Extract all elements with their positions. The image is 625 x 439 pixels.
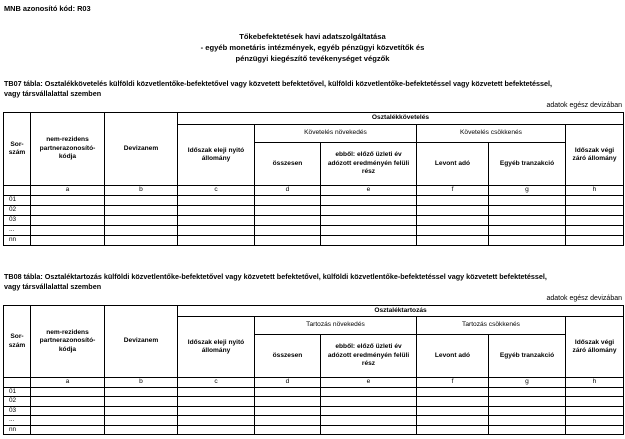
letter-cell: b [105,186,178,196]
data-cell[interactable] [178,235,255,245]
data-cell[interactable] [566,425,624,435]
col-serial: Sor-szám [4,306,31,378]
data-cell[interactable] [566,235,624,245]
col-partner: nem-rezidens partnerazonosító-kódja [31,306,105,378]
report-title-line: Tőkebefektetések havi adatszolgáltatása [239,32,386,41]
data-cell[interactable] [489,406,566,416]
col-dec-other: Egyéb tranzakció [489,143,566,186]
row-number: 03 [4,216,31,226]
data-cell[interactable] [31,425,105,435]
data-cell[interactable] [417,406,489,416]
data-cell[interactable] [178,196,255,206]
col-inc-prior: ebből: előző üzleti év adózott eredményén felüli rész [321,335,417,378]
row-number: ... [4,226,31,236]
row-number: 01 [4,196,31,206]
letter-cell: e [321,186,417,196]
data-cell[interactable] [105,226,178,236]
table-row [4,387,624,397]
data-cell[interactable] [178,416,255,426]
data-cell[interactable] [489,235,566,245]
col-opening: Időszak eleji nyitó állomány [178,125,255,186]
col-inc-prior: ebből: előző üzleti év adózott eredményén felüli rész [321,143,417,186]
data-cell[interactable] [178,206,255,216]
data-cell[interactable] [321,196,417,206]
data-cell[interactable] [31,416,105,426]
row-number: 02 [4,397,31,407]
col-dec-tax: Levont adó [417,143,489,186]
data-cell[interactable] [417,235,489,245]
data-cell[interactable] [178,425,255,435]
data-cell[interactable] [321,406,417,416]
data-cell[interactable] [321,235,417,245]
table-row [4,196,624,206]
data-cell[interactable] [31,406,105,416]
data-cell[interactable] [255,416,321,426]
col-dec-tax: Levont adó [417,335,489,378]
data-cell[interactable] [105,196,178,206]
letter-cell: b [105,378,178,388]
data-cell[interactable] [566,397,624,407]
table-title-line: vagy társvállalattal szemben [4,89,102,98]
data-cell[interactable] [321,416,417,426]
data-cell[interactable] [417,397,489,407]
group-header: Osztaléktartozás [178,306,624,317]
letter-cell: f [417,378,489,388]
letter-cell [4,378,31,388]
data-cell[interactable] [489,416,566,426]
data-cell[interactable] [31,216,105,226]
data-cell[interactable] [105,406,178,416]
data-cell[interactable] [255,425,321,435]
mnb-code: MNB azonosító kód: R03 [4,4,91,13]
col-serial: Sor-szám [4,113,31,186]
data-cell[interactable] [255,226,321,236]
data-cell[interactable] [417,196,489,206]
letter-cell: h [566,186,624,196]
letter-cell [4,186,31,196]
letter-cell: c [178,186,255,196]
data-cell[interactable] [489,387,566,397]
data-cell[interactable] [417,387,489,397]
data-cell[interactable] [566,216,624,226]
data-cell[interactable] [255,406,321,416]
data-cell[interactable] [255,216,321,226]
data-cell[interactable] [105,425,178,435]
col-opening: Időszak eleji nyitó állomány [178,317,255,378]
table-title-line: vagy társvállalattal szemben [4,282,102,291]
col-inc-total: összesen [255,143,321,186]
table-row [4,425,624,435]
report-title [0,31,625,64]
data-cell[interactable] [31,206,105,216]
col-dec-other: Egyéb tranzakció [489,335,566,378]
data-cell[interactable] [105,235,178,245]
row-number: ... [4,416,31,426]
data-cell[interactable] [417,206,489,216]
data-cell[interactable] [31,226,105,236]
col-closing: Időszak végi záró állomány [566,317,624,378]
data-cell[interactable] [31,397,105,407]
col-currency: Devizanem [105,113,178,186]
data-cell[interactable] [417,416,489,426]
letter-cell: d [255,186,321,196]
data-cell[interactable] [321,226,417,236]
table-row [4,235,624,245]
row-number: 01 [4,387,31,397]
table-row [4,406,624,416]
table-row [4,416,624,426]
data-cell[interactable] [255,235,321,245]
data-cell[interactable] [489,226,566,236]
data-cell[interactable] [255,387,321,397]
increase-header: Tartozás növekedés [255,317,417,335]
letter-cell: h [566,378,624,388]
table-row [4,397,624,407]
data-cell[interactable] [566,406,624,416]
table-title-tb08 [4,272,622,292]
table-title-line: TB08 tábla: Osztaléktartozás külföldi közvetlentőke-befektetővel vagy közvetett befektetővel, külföldi közvetlentőke-befektetéssel vagy közvetett befektetéssel, [4,272,547,281]
decrease-header: Követelés csökkenés [417,125,566,143]
row-number: 03 [4,406,31,416]
group-header: Osztalékkövetelés [178,113,624,125]
data-cell[interactable] [105,206,178,216]
data-cell[interactable] [417,226,489,236]
data-cell[interactable] [321,216,417,226]
report-title-line: pénzügyi kiegészítő tevékenységet végzők [235,54,390,63]
data-cell[interactable] [255,206,321,216]
data-cell[interactable] [489,216,566,226]
data-cell[interactable] [31,235,105,245]
col-partner: nem-rezidens partnerazonosító-kódja [31,113,105,186]
row-number: nn [4,425,31,435]
data-cell[interactable] [489,206,566,216]
data-cell[interactable] [178,397,255,407]
letter-cell: a [31,186,105,196]
data-cell[interactable] [321,206,417,216]
col-inc-total: összesen [255,335,321,378]
data-cell[interactable] [178,216,255,226]
report-title-line: - egyéb monetáris intézmények, egyéb pénzügyi közvetítők és [200,43,425,52]
letter-cell: e [321,378,417,388]
data-cell[interactable] [255,397,321,407]
table-tb08 [3,305,624,435]
data-cell[interactable] [255,196,321,206]
row-number: nn [4,235,31,245]
data-cell[interactable] [178,387,255,397]
data-cell[interactable] [321,387,417,397]
unit-note: adatok egész devizában [546,102,622,109]
data-cell[interactable] [178,406,255,416]
unit-note: adatok egész devizában [546,295,622,302]
data-cell[interactable] [566,206,624,216]
table-title-line: TB07 tábla: Osztalékkövetelés külföldi közvetlentőke-befektetővel vagy közvetett befektetővel, külföldi közvetlentőke-befektetéssel vagy közvetett befektetéssel, [4,79,553,88]
data-cell[interactable] [321,397,417,407]
row-number: 02 [4,206,31,216]
data-cell[interactable] [105,416,178,426]
data-cell[interactable] [489,196,566,206]
data-cell[interactable] [31,196,105,206]
data-cell[interactable] [321,425,417,435]
data-cell[interactable] [566,387,624,397]
data-cell[interactable] [566,416,624,426]
letter-cell: g [489,186,566,196]
letter-cell: c [178,378,255,388]
data-cell[interactable] [566,196,624,206]
table-tb07 [3,112,624,246]
table-row [4,226,624,236]
col-closing: Időszak végi záró állomány [566,125,624,186]
data-cell[interactable] [105,387,178,397]
data-cell[interactable] [489,397,566,407]
letter-cell: f [417,186,489,196]
data-cell[interactable] [417,216,489,226]
data-cell[interactable] [417,425,489,435]
letter-cell: d [255,378,321,388]
data-cell[interactable] [31,387,105,397]
increase-header: Követelés növekedés [255,125,417,143]
table-row [4,206,624,216]
col-currency: Devizanem [105,306,178,378]
table-row [4,216,624,226]
table-title-tb07 [4,79,622,99]
data-cell[interactable] [178,226,255,236]
decrease-header: Tartozás csökkenés [417,317,566,335]
letter-cell: g [489,378,566,388]
data-cell[interactable] [489,425,566,435]
data-cell[interactable] [566,226,624,236]
data-cell[interactable] [105,397,178,407]
letter-cell: a [31,378,105,388]
data-cell[interactable] [105,216,178,226]
